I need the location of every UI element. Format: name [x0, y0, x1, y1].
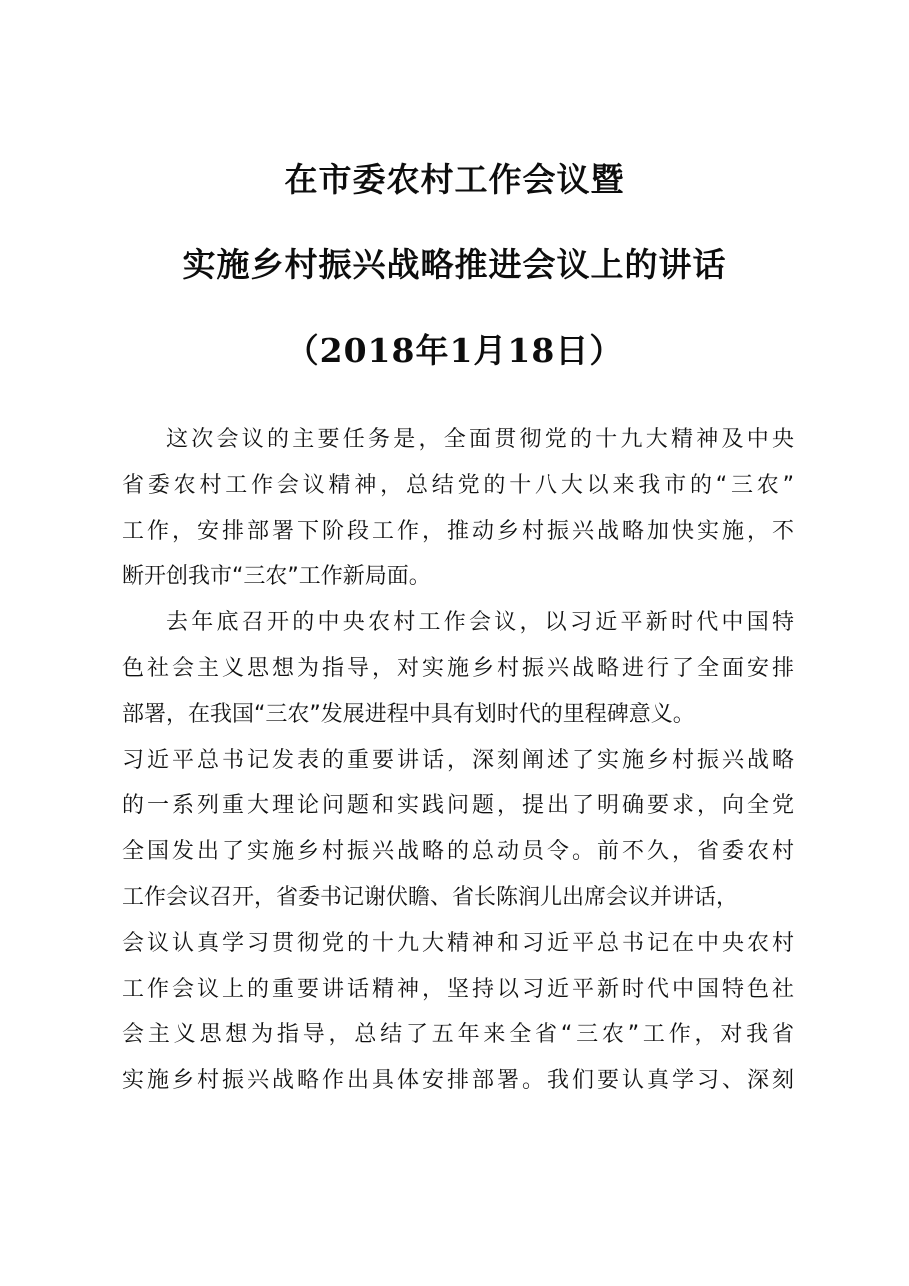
- text-line: 色社会主义思想为指导，对实施乡村振兴战略进行了全面安排: [122, 655, 794, 681]
- text-line: 工作会议上的重要讲话精神，坚持以习近平新时代中国特色社: [122, 976, 794, 1002]
- text-line: 省委农村工作会议精神，总结党的十八大以来我市的“三农”: [122, 472, 794, 498]
- text-line: 习近平总书记发表的重要讲话，深刻阐述了实施乡村振兴战略: [122, 747, 794, 773]
- document-body: [122, 417, 794, 1104]
- text-line: 全国发出了实施乡村振兴战略的总动员令。前不久，省委农村: [122, 839, 794, 865]
- text-line: 去年底召开的中央农村工作会议，以习近平新时代中国特: [166, 610, 794, 636]
- text-line: 实施乡村振兴战略作出具体安排部署。我们要认真学习、深刻: [122, 1068, 794, 1094]
- text-line: 断开创我市“三农”工作新局面。: [122, 564, 431, 590]
- text-line: 这次会议的主要任务是，全面贯彻党的十九大精神及中央: [166, 427, 794, 452]
- document-title-line-1: 在市委农村工作会议暨: [284, 160, 625, 199]
- text-line: 工作，安排部署下阶段工作，推动乡村振兴战略加快实施，不: [122, 518, 794, 544]
- document-date: （2018年1月18日）: [285, 331, 624, 370]
- text-line: 会主义思想为指导，总结了五年来全省“三农”工作，对我省: [122, 1022, 794, 1048]
- text-line: 部署，在我国“三农”发展进程中具有划时代的里程碑意义。: [122, 701, 695, 727]
- text-line: 工作会议召开，省委书记谢伏瞻、省长陈润儿出席会议并讲话，: [122, 884, 739, 910]
- paragraph-1: [122, 417, 794, 600]
- text-line: 会议认真学习贯彻党的十九大精神和习近平总书记在中央农村: [122, 930, 794, 956]
- document-title-line-2: 实施乡村振兴战略推进会议上的讲话: [182, 245, 727, 284]
- paragraph-2: [122, 600, 794, 1104]
- text-line: 的一系列重大理论问题和实践问题，提出了明确要求，向全党: [122, 793, 794, 819]
